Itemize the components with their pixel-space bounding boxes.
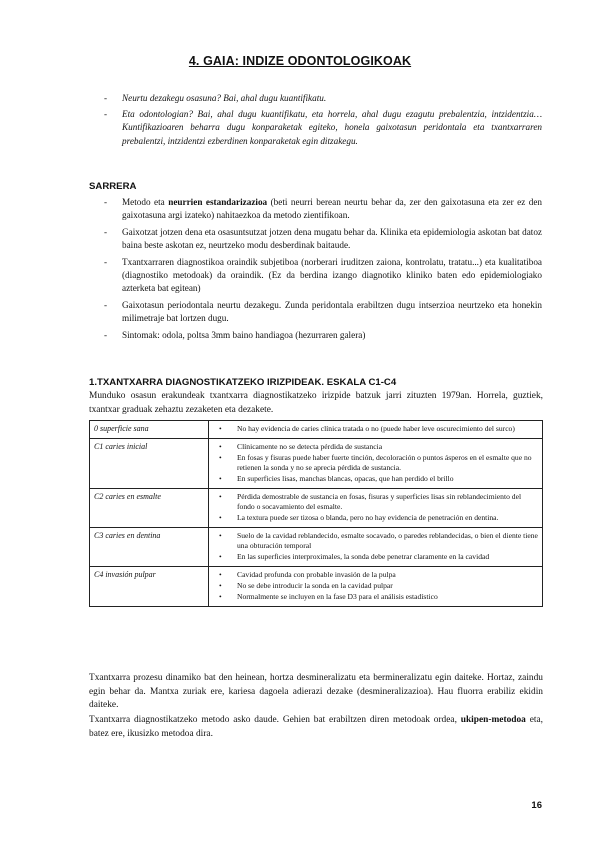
- scale-row-item: • No se debe introducir la sonda en la cavidad pulpar: [227, 581, 538, 591]
- scale-row-description: [209, 489, 543, 528]
- scale-row-item: • Clínicamente no se detecta pérdida de sustancia: [227, 442, 538, 452]
- scale-row-description: [209, 528, 543, 567]
- intro-list: [104, 92, 542, 150]
- sarrera-list: [104, 196, 542, 345]
- scale-row-label: C3 caries en dentina: [90, 528, 209, 567]
- scale-row-label: C4 invasión pulpar: [90, 567, 209, 607]
- scale-row-item: • La textura puede ser tizosa o blanda, pero no hay evidencia de penetración en dentina.: [227, 513, 538, 523]
- page-number: 16: [531, 800, 542, 811]
- scale-row-item: • No hay evidencia de caries clínica tratada o no (puede haber leve oscurecimiento del surco): [227, 424, 538, 434]
- scale-row-description: [209, 567, 543, 607]
- scale-row-description: [209, 439, 543, 489]
- sarrera-item-bold: neurrien estandarizazioa: [168, 197, 268, 207]
- scale-row-label: 0 superficie sana: [90, 421, 209, 439]
- scale-row-item: • En superficies lisas, manchas blancas, opacas, que han perdido el brillo: [227, 474, 538, 484]
- sarrera-item: - Gaixotzat jotzen dena eta osasuntsutzat jotzen dena mugatu behar da. Klinika eta epidemiologia askotan bat datoz baina beste askotan ez, neurtzeko modu desberdinak baitaude.: [104, 226, 542, 253]
- scale-row-item: • En las superficies interproximales, la sonda debe penetrar claramente en la cavidad: [227, 552, 538, 562]
- section1-text: Munduko osasun erakundeak txantxarra diagnostikatzeko irizpide batzuk jarri zituzten 1979an. Horrela, guztiek, txantxar graduak zehaztu zezaketen eta dezakete.: [89, 391, 543, 415]
- scale-row: [90, 421, 543, 439]
- sarrera-item: - Gaixotasun periodontala neurtu dezakegu. Zunda peridontala erabiltzen dugu intserzioa neurtzeko eta honekin milimetraje bat lortzen dugu.: [104, 299, 542, 326]
- scale-row-item: • Normalmente se incluyen en la fase D3 para el análisis estadístico: [227, 592, 538, 602]
- sarrera-item-text: Metodo eta: [122, 197, 169, 207]
- intro-item: - Neurtu dezakegu osasuna? Bai, ahal dugu kuantifikatu.: [104, 92, 542, 106]
- closing-paragraph-2-end: eta, batez ere, ikusizko metodoa dira.: [89, 715, 543, 739]
- sarrera-item: - Txantxarraren diagnostikoa oraindik subjetiboa (norberari iruditzen zaiona, kontrolatu, tratatu...) eta kualitatiboa (diagnostiko metodoak) da oraindik. (Ez da berdina izango diagnotiko kliniko baten edo epidemiologiako azterketa bat egitean): [104, 256, 542, 296]
- scale-row: [90, 567, 543, 607]
- scale-row-item: • En fosas y fisuras puede haber fuerte tinción, decoloración o puntos ásperos en el esmalte que no retienen la sonda y no se aprecia pérdida de sustancia.: [227, 453, 538, 473]
- scale-row-item: • Pérdida demostrable de sustancia en fosas, fisuras y superficies lisas sin reblandecimiento del fondo o socavamiento del esmalte.: [227, 492, 538, 512]
- intro-item: - Eta odontologian? Bai, ahal dugu kuantifikatu, eta horrela, ahal dugu ezagutu prebalentzia, intzidentzia… Kuntifikazioaren beharra dugu konparaketak egiteko, honela gaixotasun peridontala eta txantxarraren prebalentzi, intzidentzi ezberdinen konparaketak egin ditzakegu.: [104, 108, 542, 149]
- scale-row: [90, 528, 543, 567]
- scale-row-label: C1 caries inicial: [90, 439, 209, 489]
- section1-heading: 1.TXANTXARRA DIAGNOSTIKATZEKO IRIZPIDEAK. ESKALA C1-C4: [89, 377, 397, 388]
- scale-row-item: • Suelo de la cavidad reblandecido, esmalte socavado, o paredes reblandecidas, o bien el diente tiene una obturación temporal: [227, 531, 538, 551]
- scale-row-item: • Cavidad profunda con probable invasión de la pulpa: [227, 570, 538, 580]
- scale-row-label: C2 caries en esmalte: [90, 489, 209, 528]
- closing-paragraph-2-bold: ukipen-metodoa: [460, 715, 526, 725]
- sarrera-item: [104, 196, 542, 223]
- closing-paragraph-1: Txantxarra prozesu dinamiko bat den heinean, hortza desmineralizatu eta bermineralizatu egin daiteke. Hortaz, zaindu egin behar da. Mantxa zuriak ere, kariesa dagoela adierazi dezake (desmineralizazioa). Hau fluorra erabiliz ekidin daiteke.: [89, 673, 543, 711]
- scale-row: [90, 439, 543, 489]
- scale-row-description: [209, 421, 543, 439]
- sarrera-item-text-end: (beti neurri berean neurtu behar da, zer den gaixotasuna eta zer ez den gaixotasuna argi izateko) nahitaezkoa da metodo zientifikoan.: [122, 197, 543, 221]
- sarrera-heading: SARRERA: [89, 181, 137, 192]
- closing-paragraph-2-text: Txantxarra diagnostikatzeko metodo asko daude. Gehien bat erabiltzen diren metodoak ordea,: [89, 715, 461, 725]
- sarrera-sub-item: - Sintomak: odola, poltsa 3mm baino handiagoa (hezurraren galera): [104, 329, 542, 342]
- scale-row: [90, 489, 543, 528]
- closing-paragraph-2: [89, 714, 543, 741]
- page-title: 4. GAIA: INDIZE ODONTOLOGIKOAK: [188, 54, 412, 68]
- caries-scale-table: [89, 420, 543, 607]
